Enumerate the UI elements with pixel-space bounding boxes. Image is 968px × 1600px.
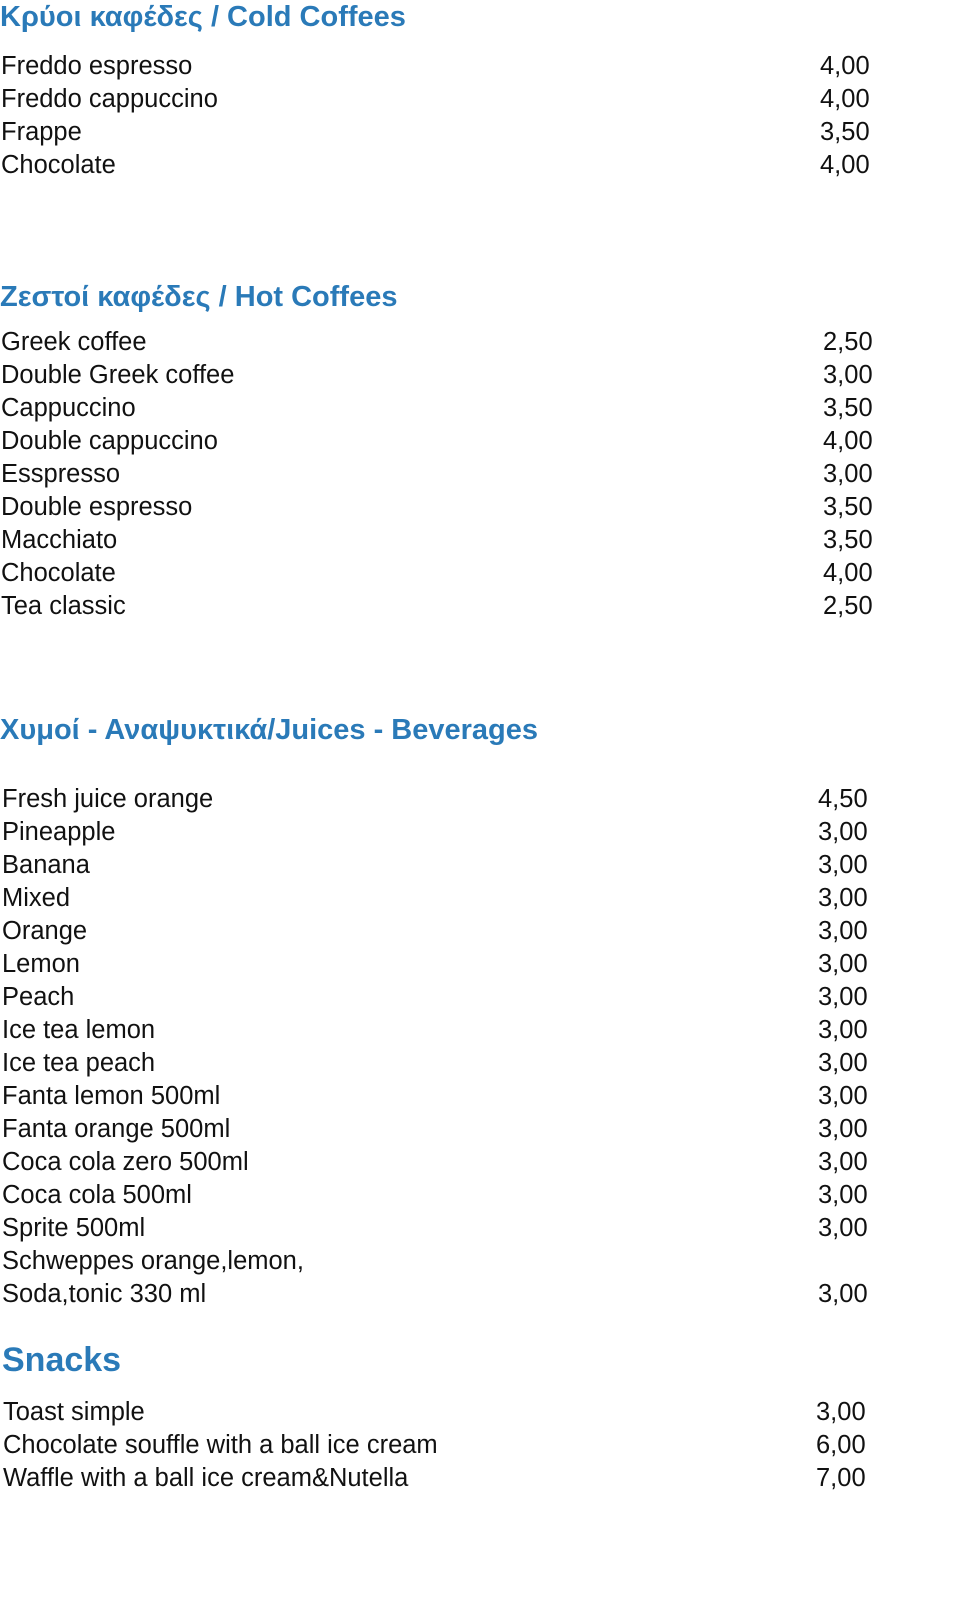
list-item bbox=[2, 849, 868, 882]
item-price: 4,00 bbox=[820, 151, 870, 179]
item-price: 3,00 bbox=[818, 1181, 868, 1209]
item-name: Ice tea lemon bbox=[2, 1016, 156, 1044]
snacks-list bbox=[3, 1396, 866, 1495]
list-item bbox=[2, 816, 868, 849]
list-item bbox=[2, 1179, 868, 1212]
item-price: 4,50 bbox=[818, 785, 868, 813]
list-item bbox=[2, 1245, 868, 1311]
list-item bbox=[2, 1014, 868, 1047]
item-name: Ice tea peach bbox=[2, 1049, 156, 1077]
section-heading-juices-beverages: Χυμοί - Αναψυκτικά/Juices - Beverages bbox=[0, 714, 539, 746]
juices-beverages-list bbox=[2, 783, 868, 1311]
item-price: 2,50 bbox=[823, 328, 873, 356]
item-price: 7,00 bbox=[816, 1464, 866, 1492]
item-name: Cappuccino bbox=[1, 394, 136, 422]
list-item bbox=[1, 326, 873, 359]
list-item bbox=[1, 425, 873, 458]
item-name: Fresh juice orange bbox=[2, 785, 214, 813]
list-item bbox=[1, 458, 873, 491]
item-price: 3,50 bbox=[820, 118, 870, 146]
cold-coffees-section bbox=[0, 0, 870, 179]
list-item bbox=[2, 1212, 868, 1245]
list-item bbox=[2, 1047, 868, 1080]
item-price: 3,00 bbox=[818, 983, 868, 1011]
item-price: 3,00 bbox=[818, 1148, 868, 1176]
item-price: 3,50 bbox=[823, 493, 873, 521]
item-name: Double espresso bbox=[1, 493, 193, 521]
item-price: 3,00 bbox=[818, 851, 868, 879]
item-name: Peach bbox=[2, 983, 75, 1011]
list-item bbox=[2, 981, 868, 1014]
list-item bbox=[1, 557, 873, 590]
list-item bbox=[1, 83, 870, 116]
item-price: 3,00 bbox=[818, 1082, 868, 1110]
item-price: 3,00 bbox=[816, 1398, 866, 1426]
list-item bbox=[2, 882, 868, 915]
item-price: 3,00 bbox=[818, 1214, 868, 1242]
item-name: Banana bbox=[2, 851, 90, 879]
list-item bbox=[1, 50, 870, 83]
item-name: Double Greek coffee bbox=[1, 361, 235, 389]
item-name: Chocolate bbox=[1, 151, 116, 179]
hot-coffees-section bbox=[0, 280, 873, 620]
item-price: 3,00 bbox=[818, 818, 868, 846]
section-heading-cold-coffees: Κρύοι καφέδες / Cold Coffees bbox=[0, 1, 406, 33]
item-name: Double cappuccino bbox=[1, 427, 218, 455]
item-price: 3,00 bbox=[818, 1016, 868, 1044]
item-price: 2,50 bbox=[823, 592, 873, 620]
list-item bbox=[2, 915, 868, 948]
list-item bbox=[1, 359, 873, 392]
item-price: 3,00 bbox=[823, 361, 873, 389]
item-name: Frappe bbox=[1, 118, 82, 146]
item-price: 4,00 bbox=[820, 52, 870, 80]
item-price: 3,00 bbox=[818, 1049, 868, 1077]
list-item bbox=[1, 524, 873, 557]
item-name: Chocolate souffle with a ball ice cream bbox=[3, 1431, 438, 1459]
item-name: Coca cola zero 500ml bbox=[2, 1148, 249, 1176]
item-price: 4,00 bbox=[823, 427, 873, 455]
item-price: 3,00 bbox=[818, 1280, 868, 1308]
list-item bbox=[2, 1080, 868, 1113]
item-name: Esspresso bbox=[1, 460, 121, 488]
list-item bbox=[3, 1429, 866, 1462]
item-name: Pineapple bbox=[2, 818, 116, 846]
item-name-line: Schweppes orange,lemon, bbox=[2, 1247, 304, 1275]
item-name: Sprite 500ml bbox=[2, 1214, 146, 1242]
item-name: Freddo espresso bbox=[1, 52, 193, 80]
section-heading-hot-coffees: Ζεστοί καφέδες / Hot Coffees bbox=[0, 281, 398, 313]
item-price: 3,00 bbox=[818, 917, 868, 945]
cold-coffees-list bbox=[1, 50, 870, 182]
section-heading-snacks: Snacks bbox=[2, 1341, 122, 1379]
item-price: 3,00 bbox=[823, 460, 873, 488]
list-item bbox=[1, 392, 873, 425]
list-item bbox=[1, 491, 873, 524]
item-name: Mixed bbox=[2, 884, 71, 912]
item-name: Lemon bbox=[2, 950, 80, 978]
item-name bbox=[2, 1245, 304, 1311]
list-item bbox=[2, 783, 868, 816]
item-name: Waffle with a ball ice cream&Nutella bbox=[3, 1464, 409, 1492]
item-name: Tea classic bbox=[1, 592, 126, 620]
item-name: Coca cola 500ml bbox=[2, 1181, 192, 1209]
item-name: Orange bbox=[2, 917, 88, 945]
item-name: Toast simple bbox=[3, 1398, 145, 1426]
list-item bbox=[1, 149, 870, 182]
item-price: 3,50 bbox=[823, 526, 873, 554]
item-price: 4,00 bbox=[820, 85, 870, 113]
juices-beverages-section bbox=[0, 713, 868, 1308]
list-item bbox=[1, 116, 870, 149]
item-name: Freddo cappuccino bbox=[1, 85, 218, 113]
item-price: 3,50 bbox=[823, 394, 873, 422]
item-price: 6,00 bbox=[816, 1431, 866, 1459]
list-item bbox=[3, 1462, 866, 1495]
item-name: Greek coffee bbox=[1, 328, 147, 356]
item-name: Chocolate bbox=[1, 559, 116, 587]
item-name: Fanta orange 500ml bbox=[2, 1115, 231, 1143]
item-name: Macchiato bbox=[1, 526, 118, 554]
item-price: 4,00 bbox=[823, 559, 873, 587]
item-price: 3,00 bbox=[818, 1115, 868, 1143]
hot-coffees-list bbox=[1, 326, 873, 623]
list-item bbox=[2, 1146, 868, 1179]
list-item bbox=[2, 948, 868, 981]
item-price: 3,00 bbox=[818, 950, 868, 978]
item-price: 3,00 bbox=[818, 884, 868, 912]
list-item bbox=[1, 590, 873, 623]
item-name-line: Soda,tonic 330 ml bbox=[2, 1280, 207, 1308]
list-item bbox=[2, 1113, 868, 1146]
snacks-section bbox=[0, 1340, 866, 1492]
list-item bbox=[3, 1396, 866, 1429]
item-name: Fanta lemon 500ml bbox=[2, 1082, 221, 1110]
